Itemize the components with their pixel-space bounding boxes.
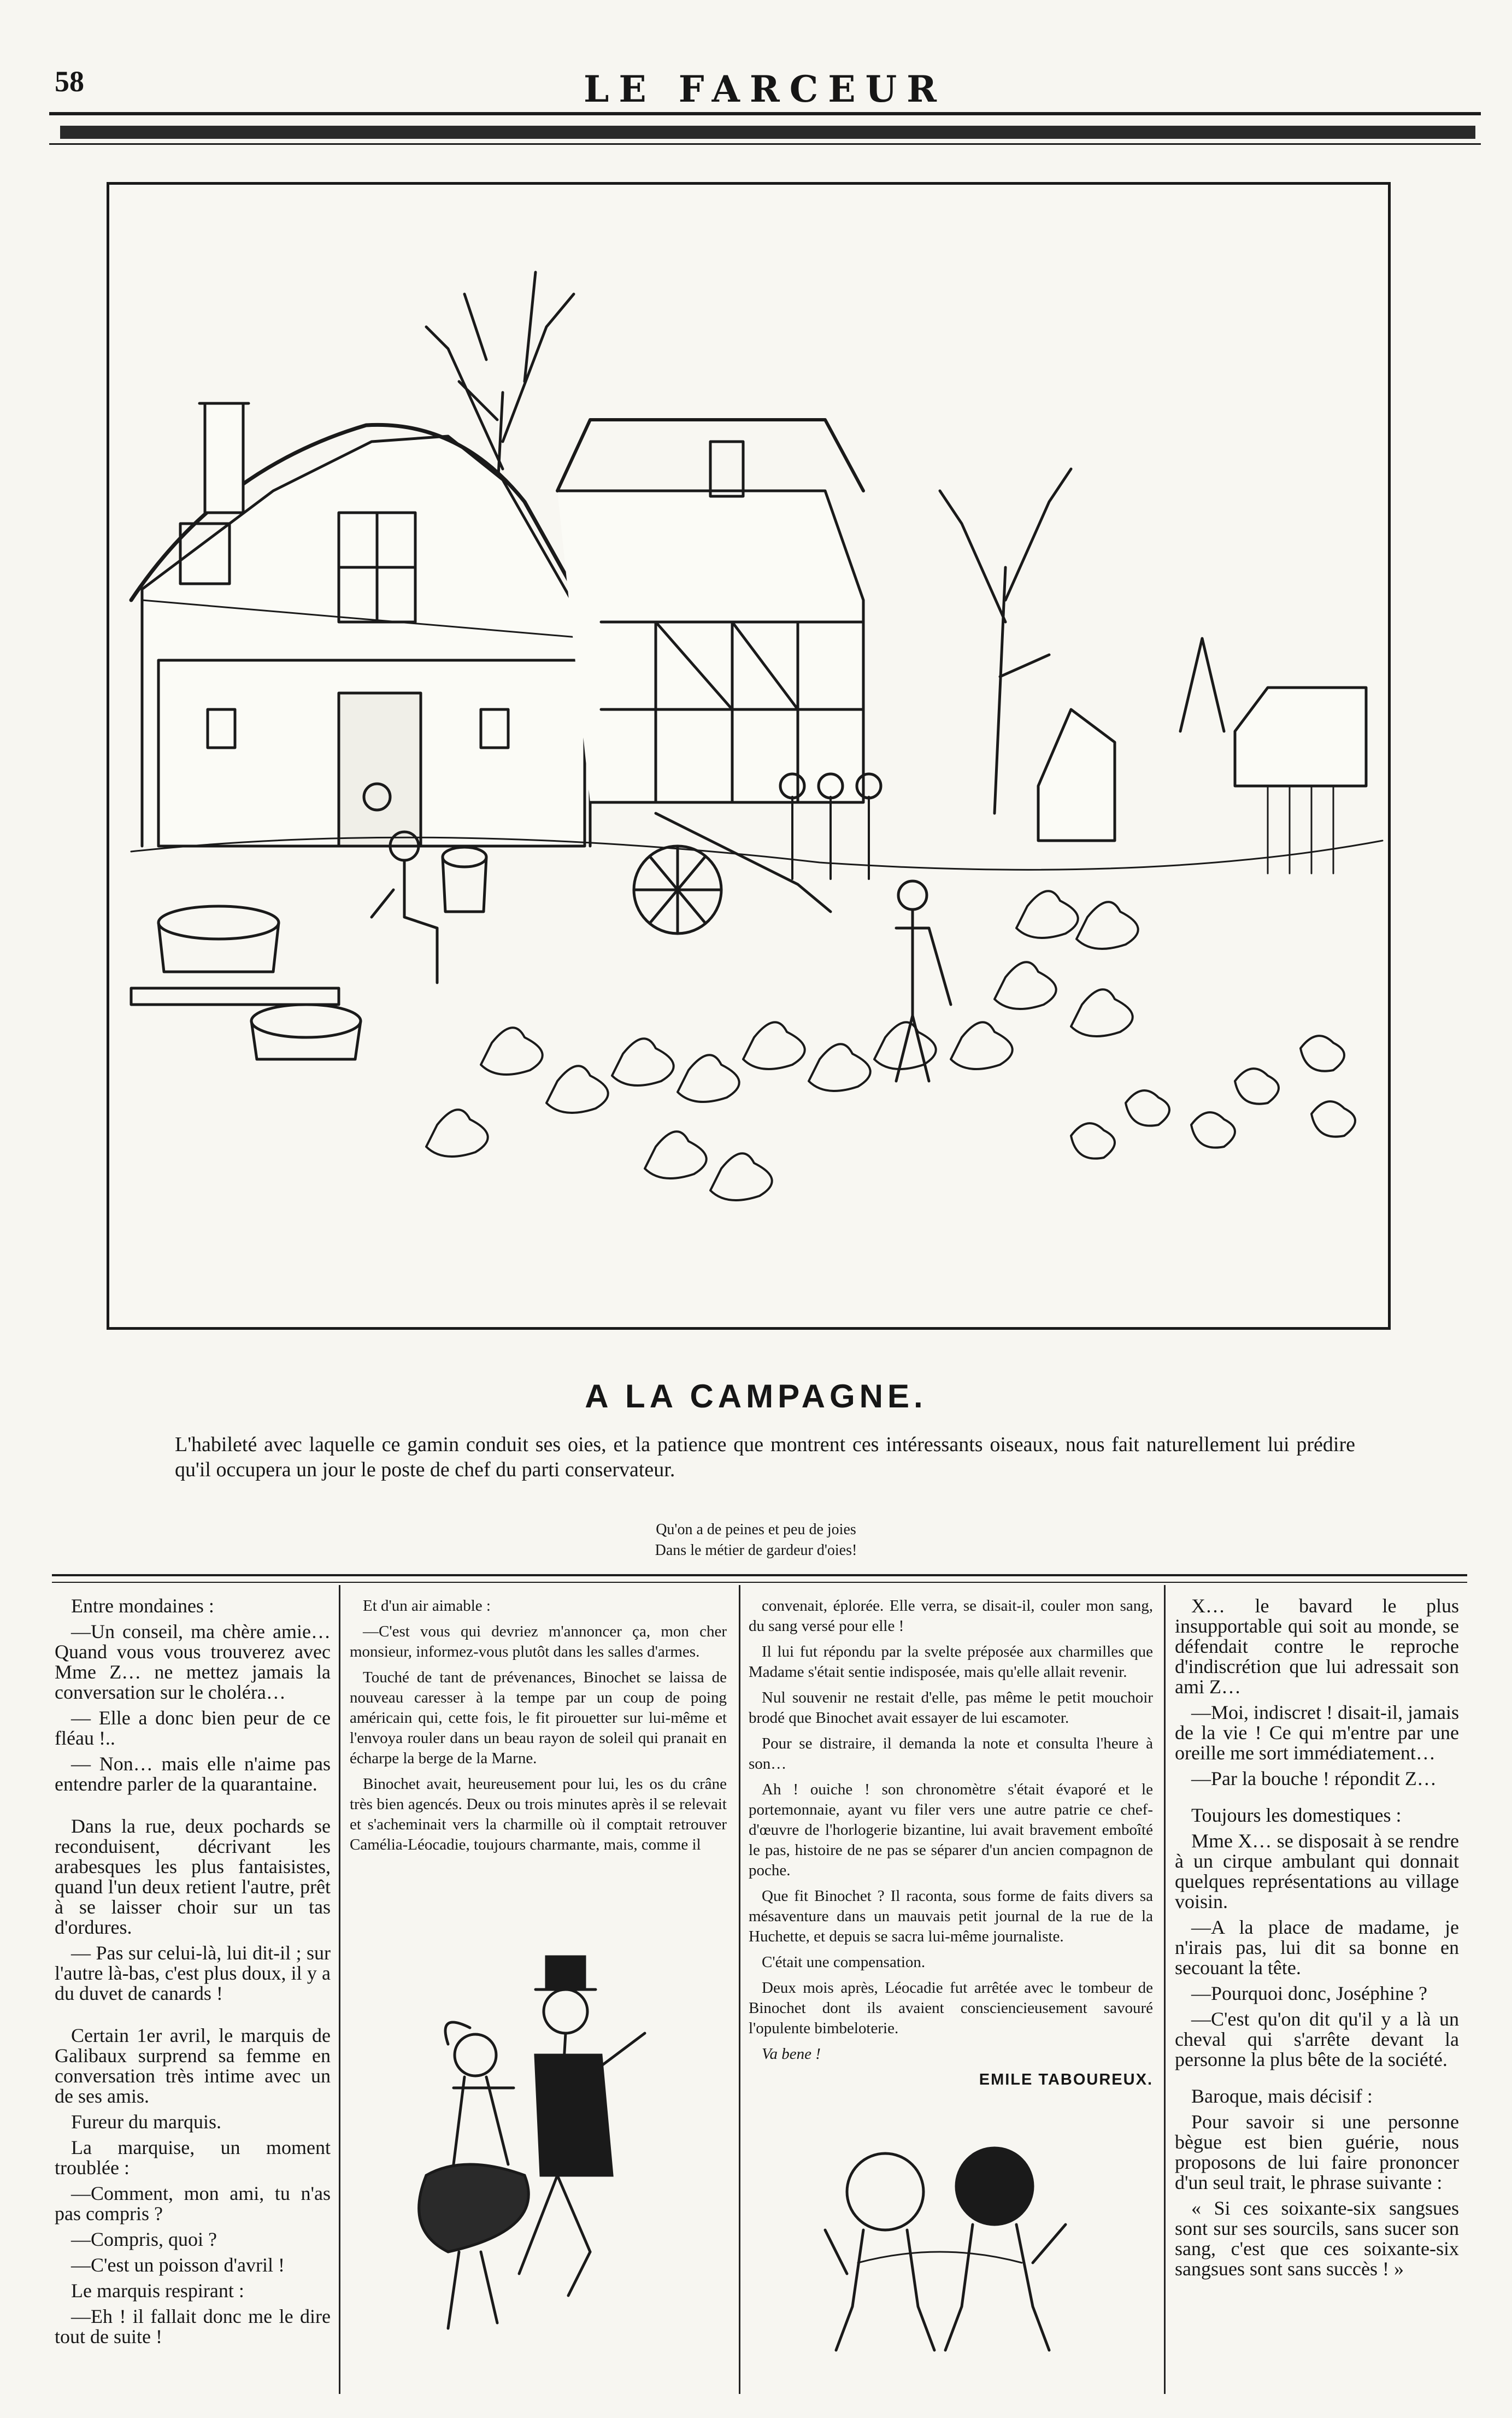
paragraph: Touché de tant de prévenances, Binochet se laissa de nouveau caresser à la tempe par un coup de poing américain qui, cette fois, le fit pirouetter sur lui-même et l'envoya rouler dans un beau rayon de soleil qui pranait en écharpe la berge de la Marne. bbox=[350, 1669, 727, 1767]
paragraph: « Si ces soixante-six sangsues sont sur ses sourcils, sans sucer son sang, c'est que ces soixante-six sangsues sont sans succès ! » bbox=[1175, 2197, 1459, 2280]
masthead-rule bbox=[49, 112, 1481, 115]
paragraph: Fureur du marquis. bbox=[71, 2111, 221, 2133]
column-top-rule bbox=[52, 1574, 1467, 1576]
paragraph: Entre mondaines : bbox=[71, 1595, 214, 1617]
newspaper-masthead: LE FARCEUR bbox=[584, 68, 946, 110]
verse-line: Dans le métier de gardeur d'oies! bbox=[655, 1542, 857, 1559]
illustration-caption: L'habileté avec laquelle ce gamin conduit ses oies, et la patience que montrent ces intéressants oiseaux, nous fait naturellement lui prédire qu'il occupera un jour le poste de chef du parti conservateur. bbox=[175, 1433, 1355, 1481]
column-3 bbox=[749, 1596, 1153, 2096]
paragraph: Pour savoir si une personne bègue est bien guérie, nous proposons de lui faire prononcer d'un seul trait, le phrase suivante : bbox=[1175, 2111, 1459, 2193]
verse-line: Qu'on a de peines et peu de joies bbox=[656, 1521, 856, 1538]
column-1 bbox=[55, 1596, 331, 2352]
two-figures-sketch bbox=[803, 2132, 1087, 2361]
masthead-rule-lower bbox=[49, 143, 1481, 145]
column-divider bbox=[1164, 1585, 1166, 2394]
paragraph: —C'est un poisson d'avril ! bbox=[71, 2254, 285, 2276]
paragraph: Binochet avait, heureusement pour lui, les os du crâne très bien agencés. Deux ou trois minutes après il se relevait et s'acheminait vers la charmille où il comptait retrouver Camélia-Léocadie, toujours charmante, mais, comme il bbox=[350, 1775, 727, 1853]
paragraph: La marquise, un moment troublée : bbox=[55, 2137, 331, 2179]
paragraph: C'était une compensation. bbox=[762, 1953, 926, 1971]
paragraph: convenait, éplorée. Elle verra, se disait-il, couler mon sang, du sang versé pour elle ! bbox=[749, 1597, 1153, 1635]
paragraph: —Pourquoi donc, Joséphine ? bbox=[1191, 1982, 1427, 2004]
paragraph: —Par la bouche ! répondit Z… bbox=[1191, 1768, 1437, 1789]
paragraph: Deux mois après, Léocadie fut arrêtée avec le tombeur de Binochet dont ils avaient consciencieusement savouré l'opulente bimbeloterie. bbox=[749, 1979, 1153, 2037]
paragraph: Le marquis respirant : bbox=[71, 2280, 244, 2302]
paragraph: Mme X… se disposait à se rendre à un cirque ambulant qui donnait quelques représentations au village voisin. bbox=[1175, 1830, 1459, 1912]
paragraph: Nul souvenir ne restait d'elle, pas même le petit mouchoir brodé que Binochet avait essayer de lui escamoter. bbox=[749, 1689, 1153, 1727]
paragraph: X… le bavard le plus insupportable qui soit au monde, se défendait contre le reproche d'indiscrétion que lui adressait son ami Z… bbox=[1175, 1595, 1459, 1698]
caption-verse bbox=[0, 1519, 1512, 1561]
paragraph: — Pas sur celui-là, lui dit-il ; sur l'autre là-bas, c'est plus doux, il y a du duvet de canards ! bbox=[55, 1942, 331, 2004]
paragraph: Et d'un air aimable : bbox=[363, 1597, 491, 1615]
column-divider bbox=[339, 1585, 340, 2394]
column-4 bbox=[1175, 1596, 1459, 2285]
paragraph: Dans la rue, deux pochards se reconduisent, décrivant les arabesques les plus fantaisistes, quand l'un deux retient l'autre, prêt à se laisser choir sur un tas d'ordures. bbox=[55, 1815, 331, 1938]
column-divider bbox=[739, 1585, 740, 2394]
author-signature: EMILE TABOUREUX. bbox=[979, 2071, 1153, 2088]
paragraph: —Compris, quoi ? bbox=[71, 2228, 217, 2250]
paragraph: Pour se distraire, il demanda la note et consulta l'heure à son… bbox=[749, 1735, 1153, 1773]
column-2 bbox=[350, 1596, 727, 1861]
paragraph: Certain 1er avril, le marquis de Galibaux surprend sa femme en conversation très intime avec un de ses amis. bbox=[55, 2024, 331, 2107]
masthead-band bbox=[60, 126, 1475, 139]
paragraph: —Comment, mon ami, tu n'as pas compris ? bbox=[55, 2182, 331, 2225]
column-top-rule-thin bbox=[52, 1582, 1467, 1583]
paragraph: —Un conseil, ma chère amie… Quand vous vous trouverez avec Mme Z… ne mettez jamais la conversation sur le choléra… bbox=[55, 1621, 331, 1703]
paragraph: Ah ! ouiche ! son chronomètre s'était évaporé et le portemonnaie, ayant vu filer vers une autre patrie ce chef-d'œuvre de l'horlogerie bizantine, lui avait bravement emboîté le pas, histoire de ne pas se séparer d'un ancien compagnon de poche. bbox=[749, 1781, 1153, 1879]
paragraph: Baroque, mais décisif : bbox=[1191, 2085, 1373, 2107]
paragraph: —A la place de madame, je n'irais pas, lui dit sa bonne en secouant la tête. bbox=[1175, 1916, 1459, 1979]
paragraph: Il lui fut répondu par la svelte préposée aux charmilles que Madame s'était sentie indisposée, mais qu'elle allait revenir. bbox=[749, 1643, 1153, 1681]
page-number: 58 bbox=[55, 65, 84, 98]
paragraph: Que fit Binochet ? Il raconta, sous forme de faits divers sa mésaventure dans un mauvais petit journal de la rue de la Huchette, et depuis se sacra lui-même journaliste. bbox=[749, 1887, 1153, 1945]
paragraph: Va bene ! bbox=[762, 2045, 821, 2063]
paragraph: —Eh ! il fallait donc me le dire tout de suite ! bbox=[55, 2305, 331, 2347]
illustration-title: A LA CAMPAGNE. bbox=[585, 1378, 927, 1415]
paragraph: — Elle a donc bien peur de ce fléau !.. bbox=[55, 1707, 331, 1749]
dancing-couple-sketch bbox=[383, 1946, 689, 2361]
paragraph: —C'est vous qui devriez m'annoncer ça, mon cher monsieur, informez-vous plutôt dans les salles d'armes. bbox=[350, 1623, 727, 1660]
paragraph: —C'est qu'on dit qu'il y a là un cheval qui s'arrête devant la personne la plus bête de la société. bbox=[1175, 2008, 1459, 2070]
paragraph: — Non… mais elle n'aime pas entendre parler de la quarantaine. bbox=[55, 1753, 331, 1795]
paragraph: Toujours les domestiques : bbox=[1191, 1804, 1402, 1826]
paragraph: —Moi, indiscret ! disait-il, jamais de la vie ! Ce qui m'entre par une oreille me sort immédiatement… bbox=[1175, 1701, 1459, 1764]
farm-scene-illustration bbox=[107, 182, 1391, 1330]
